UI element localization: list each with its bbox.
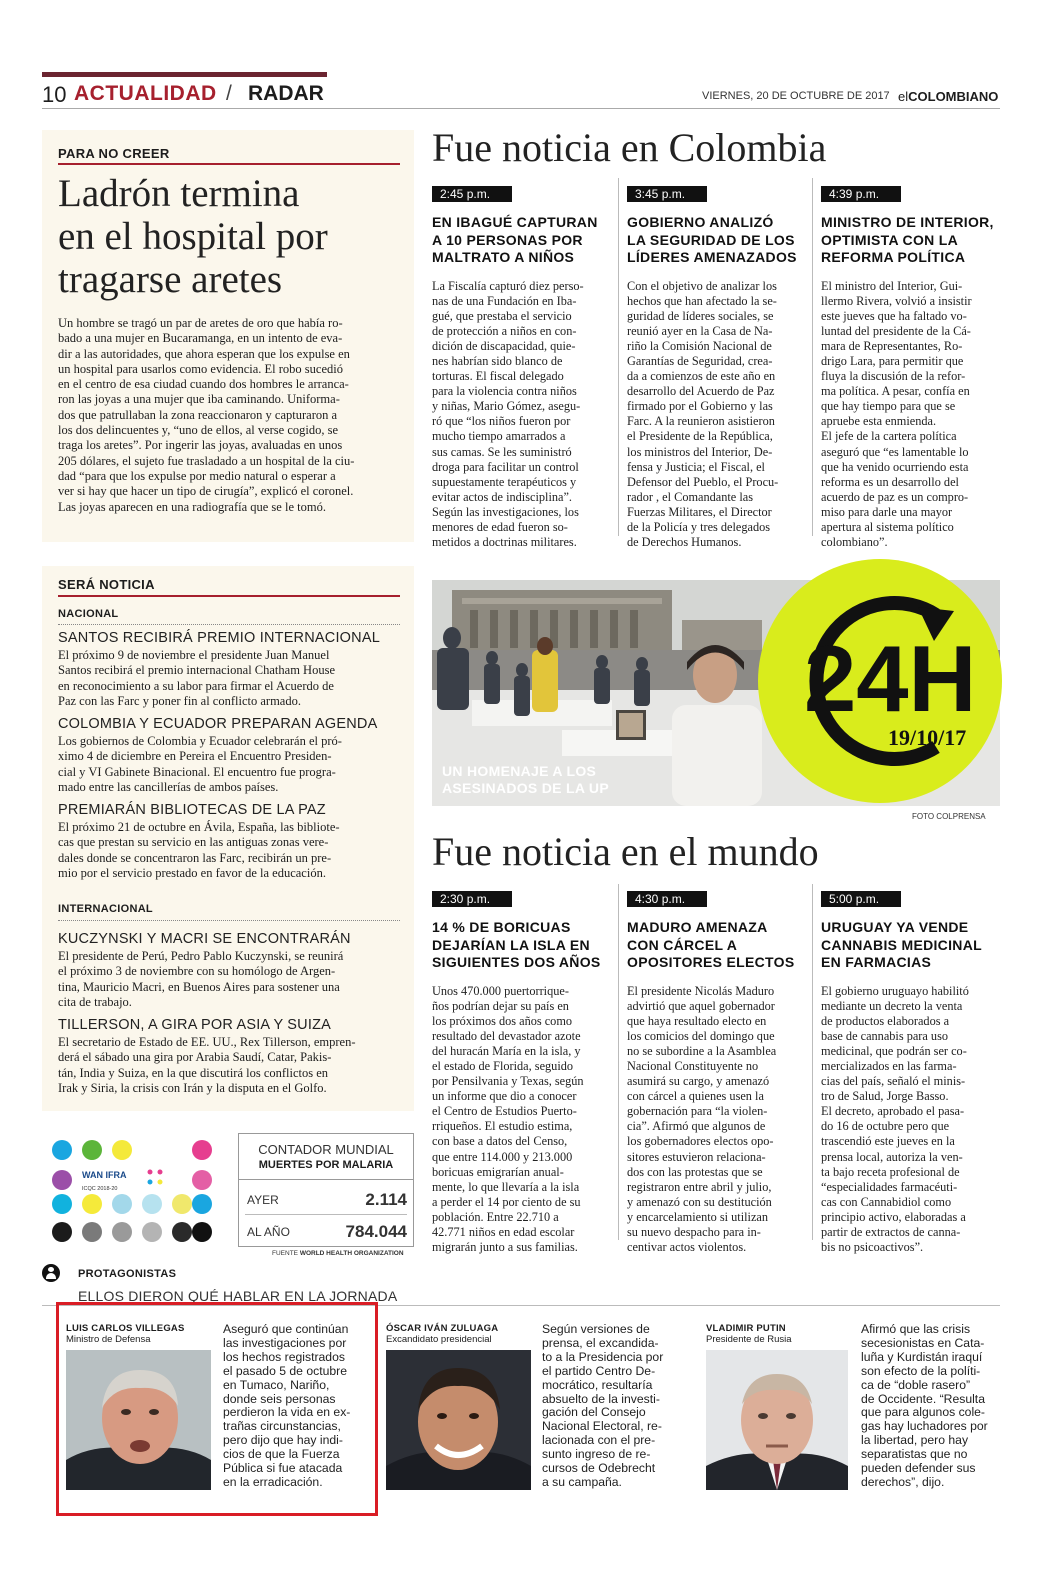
time-tag: 5:00 p.m. (821, 891, 901, 907)
header-divider (42, 108, 1000, 109)
sera-item-body: Los gobiernos de Colombia y Ecuador celebrarán el pró- ximo 4 de diciembre en Pereira el Encuentro Presiden- cial y VI Gabinete Binacional. El encuentro fue progra- mado entre las cancillerías de ambos países. (58, 734, 342, 794)
colombia-column (432, 186, 612, 550)
protagonistas-label: PROTAGONISTAS (78, 1268, 177, 1280)
column-divider (618, 884, 619, 1240)
sera-item-body: El secretario de Estado de EE. UU., Rex Tillerson, empren- derá el sábado una gira por Arabia Saudí, Catar, Pakis- tán, India y Suiza, en la que discutirá los conflictos en Irak y Siria, la crisis con Irán y la disputa en el Golfo. (58, 1035, 356, 1095)
zuluaga-portrait (386, 1350, 531, 1490)
protagonist-role: Ministro de Defensa (66, 1334, 151, 1345)
person-icon (42, 1264, 60, 1282)
counter-row-label: AYER (247, 1193, 279, 1207)
sera-item (58, 716, 402, 795)
sera-item-head: KUCZYNSKI Y MACRI SE ENCONTRARÁN (58, 931, 351, 947)
sera-item (58, 802, 402, 881)
column-headline: MADURO AMENAZA CON CÁRCEL A OPOSITORES ELECTOS (627, 919, 795, 970)
column-divider (812, 884, 813, 1240)
counter-row-label: AL AÑO (247, 1225, 290, 1239)
time-tag: 4:39 p.m. (821, 186, 901, 202)
malaria-counter (238, 1133, 414, 1247)
header-top-rule (42, 72, 327, 77)
counter-row-ano (239, 1215, 413, 1245)
section-name: ACTUALIDAD (74, 82, 217, 105)
ladron-body: Un hombre se tragó un par de aretes de oro que había ro- bado a una mujer en Bucaramanga, en un intento de eva- dir a las autoridades, que ahora esperan que los expulse en un hospital para usarlos como evidencia. El robo sucedió en el centro de esa ciudad cuando dos hombres le arranca- ron las joyas a una mujer que iba caminando. Uniforma- dos que patrullaban la zona reaccionaron y capturaron a los dos delincuentes y, “uno de ellos, al verse cogido, se traga los aretes”. Por ingerir las joyas, avaluadas en unos 205 dólares, el sujeto fue trasladado a un hospital de la ciu- dad “para que los expulse por medio natural o esperar a ver si hay que hacer un tipo de cirugía”, explicó el coronel. Las joyas aparecen en una radiografía que se le tomó. (58, 316, 355, 514)
kicker-rule (58, 595, 400, 597)
counter-source: FUENTE WORLD HEALTH ORGANIZATION (272, 1250, 404, 1257)
issue-date: VIERNES, 20 DE OCTUBRE DE 2017 (702, 90, 890, 102)
protagonist-name: ÓSCAR IVÁN ZULUAGA (386, 1323, 499, 1334)
protagonistas-subtitle: ELLOS DIERON QUÉ HABLAR EN LA JORNADA (78, 1288, 398, 1304)
counter-subtitle: MUERTES POR MALARIA (258, 1159, 394, 1171)
protagonist-photo (386, 1350, 531, 1490)
sera-item-body: El próximo 9 de noviembre el presidente Juan Manuel Santos recibirá el premio internacional Chatham House en reconocimiento a su labor para firmar el Acuerdo de Paz con las Farc y poner fin al conflicto armado. (58, 648, 335, 708)
sera-item-body: El presidente de Perú, Pedro Pablo Kuczynski, se reunirá el próximo 3 de noviembre con su homólogo de Argen- tina, Mauricio Macri, en Buenos Aires para sostener una cita de trabajo. (58, 949, 344, 1009)
subsection-name: RADAR (248, 82, 324, 105)
sera-noticia-kicker: SERÁ NOTICIA (58, 577, 155, 592)
protagonist-header (706, 1323, 792, 1345)
protagonist-name: VLADIMIR PUTIN (706, 1323, 786, 1334)
colombia-column (627, 186, 807, 550)
time-tag: 2:45 p.m. (432, 186, 512, 202)
colombia-column (821, 186, 1001, 550)
column-headline: URUGUAY YA VENDE CANNABIS MEDICINAL EN FARMACIAS (821, 919, 982, 970)
column-headline: 14 % DE BORICUAS DEJARÍAN LA ISLA EN SIGUIENTES DOS AÑOS (432, 919, 601, 970)
photo-caption: UN HOMENAJE A LOS ASESINADOS DE LA UP (442, 763, 609, 796)
sera-item-head: PREMIARÁN BIBLIOTECAS DE LA PAZ (58, 802, 326, 818)
column-divider (618, 178, 619, 536)
column-body: El gobierno uruguayo habilitó mediante un decreto la venta de productos elaborados a base de cannabis para uso medicinal, que podrán ser co- mercializados en las farma- cias del país, señaló el minis- tro de Salud, Jorge Basso. El decreto, aprobado el pasa- do 16 de octubre pero que trascendió este jueves en la prensa local, autoriza la ven- ta bajo receta profesional de “especialidades farmacéuti- cas con Cannabidiol como principio activo, elaboradas a partir de extractos de canna- bis no psicoactivos”. (821, 983, 969, 1255)
sera-item-head: SANTOS RECIBIRÁ PREMIO INTERNACIONAL (58, 630, 380, 646)
protagonist-photo (706, 1350, 848, 1490)
sera-item (58, 931, 402, 1010)
counter-row-value: 2.114 (365, 1190, 407, 1209)
24h-badge-graphic (758, 559, 1002, 803)
time-tag: 4:30 p.m. (627, 891, 707, 907)
column-body: Unos 470.000 puertorrique- ños podrían dejar su país en los próximos dos años como resultado del devastador azote del huracán María en la isla, y el estado de Florida, seguido por Pensilvania y Texas, según un informe que dio a conocer el Centro de Estudios Puerto- rriqueños. El estudio estima, con base a datos del Censo, que entre 114.000 y 213.000 boricuas emigrarían anual- mente, lo que llevaría a la isla a perder el 14 por ciento de su población. Entre 22.710 a 42.771 niños en edad escolar migrarán junto a sus familias. (432, 983, 584, 1255)
sera-item-head: TILLERSON, A GIRA POR ASIA Y SUIZA (58, 1017, 332, 1033)
internacional-label: INTERNACIONAL (58, 903, 153, 915)
column-headline: MINISTRO DE INTERIOR, OPTIMISTA CON LA REFORMA POLÍTICA (821, 214, 994, 265)
dotted-rule (58, 624, 400, 625)
column-body: El ministro del Interior, Gui- llermo Rivera, volvió a insistir este jueves que ha faltado vo- luntad del presidente de la Cá- mara de Representantes, Ro- drigo Lara, para permitir que fluya la discusión de la refor- ma política. A pesar, confía en que hay tiempo para que se apruebe esta enmienda. El jefe de la cartera política aseguró que “es lamentable lo que ha venido ocurriendo esta reforma es un desarrollo del acuerdo de paz es un compro- miso para darle una mayor apertura al sistema político colombiano”. (821, 278, 972, 550)
badge-date-text: 19/10/17 (888, 725, 967, 750)
badge-24h-text: 24H (804, 626, 977, 731)
color-registration-marks (50, 1138, 220, 1250)
protagonist-quote: Afirmó que las crisis secesionistas en Cata- luña y Kurdistán iraquí son efecto de la políti- ca de “doble rasero” de Occidente. “Resulta que para algunos cole- gas hay luchadores por la libertad, pero hay separatistas que no pueden defender sus derechos”, dijo. (861, 1322, 988, 1489)
mundo-heading: Fue noticia en el mundo (432, 829, 819, 874)
protagonist-quote: Aseguró que continúan las investigaciones por los hechos registrados el pasado 5 de octubre en Tumaco, Nariño, donde seis personas perdieron la vida en ex- trañas circunstancias, pero dijo que hay indi- cios de que la Fuerza Pública si fue atacada en la erradicación. (223, 1322, 351, 1489)
time-tag: 2:30 p.m. (432, 891, 512, 907)
mundo-column (432, 891, 612, 1255)
counter-row-value: 784.044 (345, 1222, 407, 1241)
counter-title: CONTADOR MUNDIAL (258, 1142, 394, 1157)
dotted-rule (58, 920, 400, 921)
putin-portrait (706, 1350, 848, 1490)
page-number: 10 (42, 82, 67, 107)
section-separator: / (226, 82, 232, 105)
colombia-heading: Fue noticia en Colombia (432, 125, 827, 170)
column-headline: GOBIERNO ANALIZÓ LA SEGURIDAD DE LOS LÍDERES AMENAZADOS (627, 214, 797, 265)
nacional-label: NACIONAL (58, 608, 119, 620)
protagonist-quote: Según versiones de prensa, el excandida- to a la Presidencia por el partido Centro De- mocrático, resultaría absuelto de la investi- gación del Consejo Nacional Electoral, re- lacionada con el pre- sunto ingreso de re- cursos de Odebrecht a su campaña. (542, 1322, 664, 1489)
column-body: Con el objetivo de analizar los hechos que han afectado la se- guridad de líderes sociales, se reunió ayer en la Casa de Na- riño la Comisión Nacional de Garantías de Seguridad, crea- da a comienzos de este año en desarrollo del Acuerdo de Paz firmado por el Gobierno y las Farc. A la reunieron asistieron el Presidente de la República, los ministros del Interior, De- fensa y Justicia; el Fiscal, el Defensor del Pueblo, el Procu- rador , el Comandante las Fuerzas Militares, el Director de la Policía y tres delegados de Derechos Humanos. (627, 278, 779, 550)
24h-badge (758, 559, 1002, 803)
wan-ifra-logo: WAN IFRA (82, 1170, 127, 1180)
highlight-box (56, 1302, 378, 1516)
column-divider (812, 178, 813, 536)
icqc-code: ICQC 2018-20 (82, 1186, 118, 1192)
protagonist-header (386, 1323, 498, 1345)
column-body: El presidente Nicolás Maduro advirtió que aquel gobernador que haya resultado electo en los comicios del domingo que no se subordine a la Asamblea Nacional Constituyente no asumirá su cargo, y amenazó con cárcel a quienes usen la gobernación para “la violen- cia”. Afirmó que algunos de los gobernadores electos opo- sitores estuvieron relaciona- dos con las protestas que se registraron entre abril y julio, y amenazó con su destitución y encarcelamiento si utilizan su nuevo despacho para in- centivar actos violentos. (627, 983, 777, 1255)
sera-item (58, 630, 402, 709)
protagonist-role: Excandidato presidencial (386, 1334, 492, 1345)
column-headline: EN IBAGUÉ CAPTURAN A 10 PERSONAS POR MALTRATO A NIÑOS (432, 214, 598, 265)
newspaper-name: elCOLOMBIANO (898, 89, 999, 104)
mundo-column (821, 891, 1001, 1255)
protagonist-name: LUIS CARLOS VILLEGAS (66, 1323, 185, 1334)
ladron-headline: Ladrón termina en el hospital por tragarse aretes (58, 172, 328, 301)
mundo-column (627, 891, 807, 1255)
time-tag: 3:45 p.m. (627, 186, 707, 202)
sera-item-head: COLOMBIA Y ECUADOR PREPARAN AGENDA (58, 716, 378, 732)
photo-credit: FOTO COLPRENSA (912, 812, 986, 821)
color-registration-block (50, 1138, 220, 1250)
para-no-creer-kicker: PARA NO CREER (58, 146, 170, 161)
column-body: La Fiscalía capturó diez perso- nas de una Fundación en Iba- gué, que prestaba el servicio de protección a niños en con- dición de discapacidad, quie- nes habrían sido blanco de torturas. El fiscal delegado para la violencia contra niños y niñas, Mario Gómez, asegu- ró que “los niños fueron por mucho tiempo amarrados a sus camas. Se les suministró droga para facilitar un control supuestamente terapéuticos y evitar actos de indisciplina”. Según las investigaciones, los menores de edad fueron so- metidos a doctrinas militares. (432, 278, 584, 550)
protagonist-role: Presidente de Rusia (706, 1334, 792, 1345)
sera-item-body: El próximo 21 de octubre en Ávila, España, las bibliote- cas que prestan su servicio en las antiguas zonas vere- dales donde se concentraron las Farc, recibirán un pre- mio por el servicio prestado en favor de la educación. (58, 820, 340, 880)
kicker-rule (58, 163, 400, 165)
sera-item (58, 1017, 402, 1096)
counter-row-ayer (239, 1180, 413, 1214)
